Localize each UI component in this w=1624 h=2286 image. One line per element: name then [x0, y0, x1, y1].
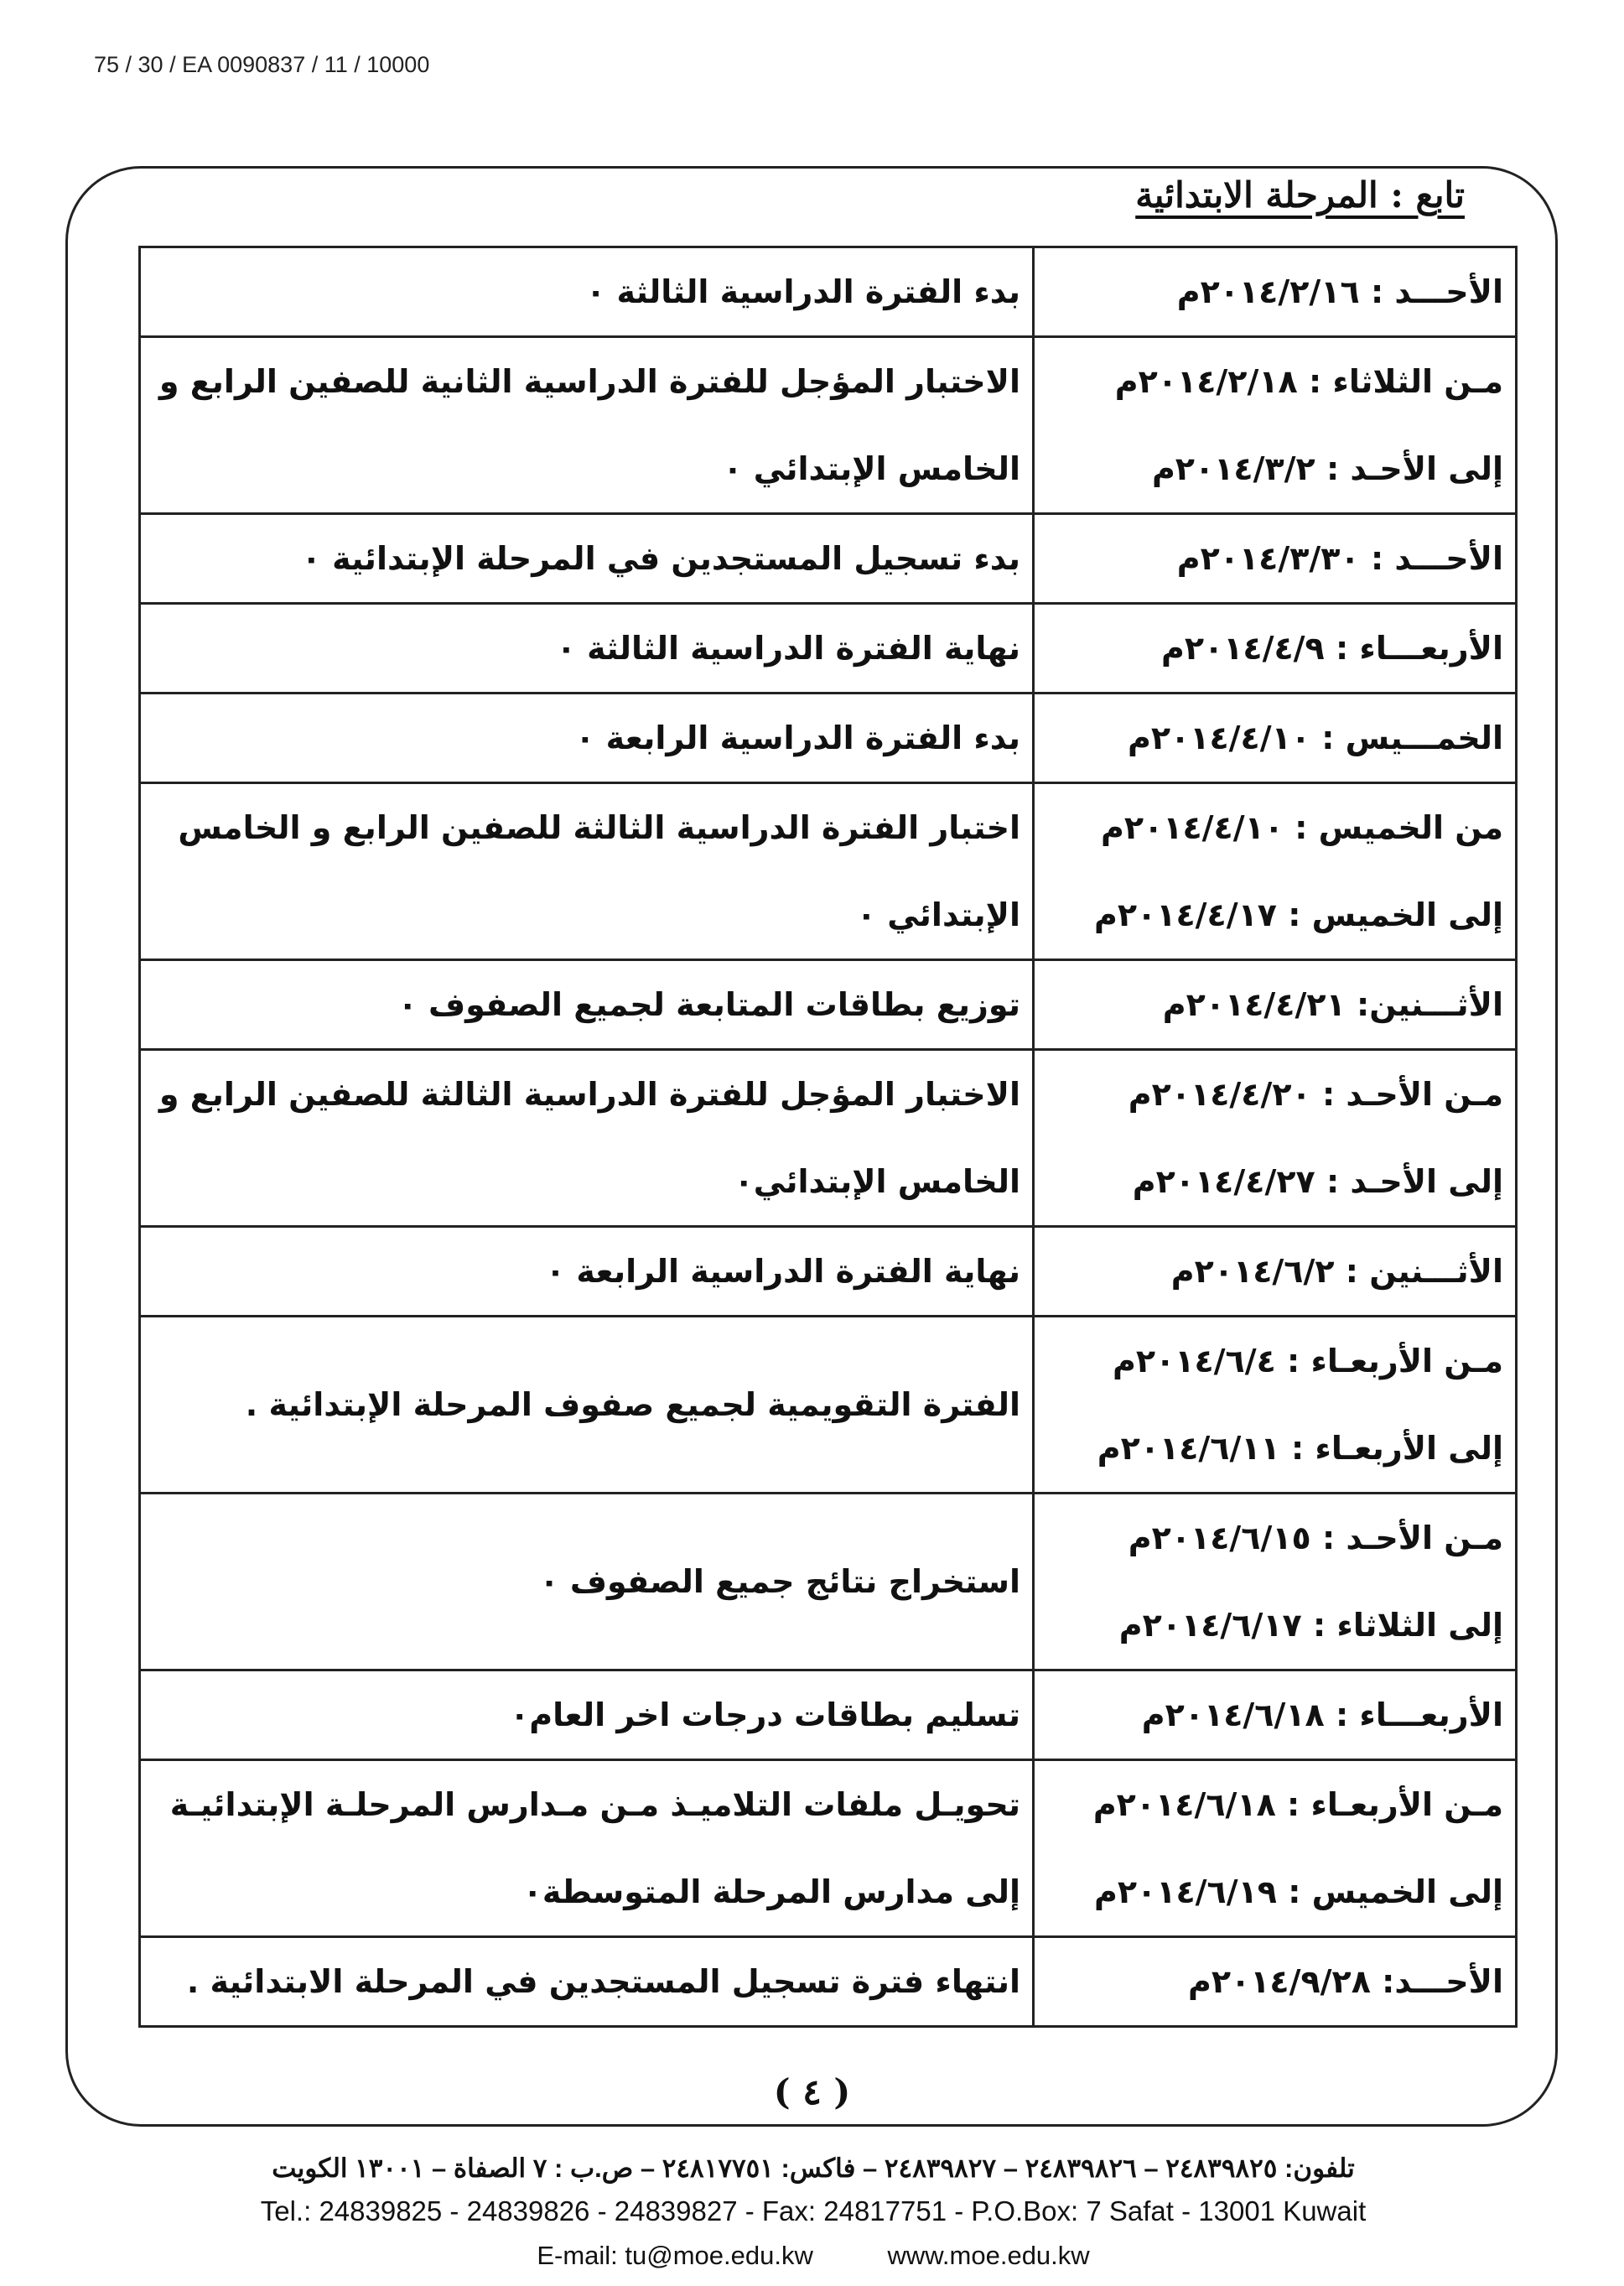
date-value: ٢٠١٤/٤/٩م [1160, 630, 1325, 667]
date-line [1046, 1938, 1503, 2025]
date-cell [1034, 1760, 1517, 1937]
footer-email: E-mail: tu@moe.edu.kw [537, 2241, 813, 2270]
page-number: ( ٤ ) [773, 2071, 851, 2112]
day-label: إلى الثلاثاء : [1312, 1607, 1503, 1644]
day-label: من الخميس : [1295, 809, 1503, 846]
schedule-row [140, 1050, 1517, 1227]
day-label: إلى الأربعـاء : [1291, 1430, 1503, 1467]
date-cell [1034, 514, 1517, 604]
schedule-row [140, 960, 1517, 1050]
event-cell: استخراج نتائج جميع الصفوف ٠ [140, 1494, 1034, 1670]
reference-number: 75 / 30 / EA 0090837 / 11 / 10000 [94, 52, 430, 77]
date-value: ٢٠١٤/٢/١٦م [1176, 273, 1360, 310]
day-label: الأربعـــاء : [1335, 630, 1503, 667]
date-line [1046, 248, 1503, 335]
footer-english-contacts: Tel.: 24839825 - 24839826 - 24839827 - Fax: 24817751 - P.O.Box: 7 Safat - 13001 Kuwait [260, 2195, 1367, 2226]
date-value: ٢٠١٤/٤/١٧م [1094, 896, 1277, 933]
date-cell [1034, 337, 1517, 514]
schedule-row [140, 514, 1517, 604]
date-value: ٢٠١٤/٦/١٨م [1141, 1696, 1325, 1733]
date-cell [1034, 694, 1517, 783]
day-label: الخمـــيس : [1321, 720, 1503, 756]
day-label: مـن الأحـد : [1321, 1520, 1503, 1556]
date-value: ٢٠١٤/٤/٢٠م [1128, 1076, 1311, 1113]
date-cell [1034, 783, 1517, 960]
schedule-row [140, 1494, 1517, 1670]
schedule-row [140, 1760, 1517, 1937]
date-line [1046, 1494, 1503, 1582]
date-cell [1034, 1670, 1517, 1760]
schedule-row [140, 783, 1517, 960]
date-cell [1034, 1317, 1517, 1494]
event-cell: انتهاء فترة تسجيل المستجدين في المرحلة الابتدائية . [140, 1937, 1034, 2027]
date-cell [1034, 604, 1517, 694]
day-label: الأحـــد : [1370, 540, 1503, 577]
date-line [1046, 1228, 1503, 1315]
event-cell: تحويـل ملفات التلاميـذ مـن مـدارس المرحلـة الإبتدائيـة إلى مدارس المرحلة المتوسطة٠ [140, 1760, 1034, 1937]
event-cell: الاختبار المؤجل للفترة الدراسية الثالثة للصفين الرابع و الخامس الإبتدائي٠ [140, 1050, 1034, 1227]
date-cell [1034, 1227, 1517, 1317]
date-line [1046, 425, 1503, 512]
day-label: الأحـــد : [1370, 273, 1503, 310]
event-cell: بدء تسجيل المستجدين في المرحلة الإبتدائية ٠ [140, 514, 1034, 604]
date-value: ٢٠١٤/٤/٢٧م [1132, 1163, 1315, 1200]
date-cell [1034, 960, 1517, 1050]
event-cell: نهاية الفترة الدراسية الرابعة ٠ [140, 1227, 1034, 1317]
schedule-body [140, 247, 1517, 2027]
event-cell: بدء الفترة الدراسية الثالثة ٠ [140, 247, 1034, 337]
date-value: ٢٠١٤/٤/٢١م [1162, 986, 1346, 1023]
date-value: ٢٠١٤/٩/٢٨م [1187, 1963, 1371, 2000]
date-cell [1034, 247, 1517, 337]
section-title: تابع : المرحلة الابتدائية [1135, 174, 1465, 216]
date-value: ٢٠١٤/٦/١٧م [1118, 1607, 1302, 1644]
event-cell: الفترة التقويمية لجميع صفوف المرحلة الإبتدائية . [140, 1317, 1034, 1494]
day-label: إلى الأحـد : [1326, 1163, 1503, 1200]
date-cell [1034, 1050, 1517, 1227]
date-value: ٢٠١٤/٦/١٩م [1094, 1873, 1277, 1910]
event-cell: الاختبار المؤجل للفترة الدراسية الثانية للصفين الرابع و الخامس الإبتدائي ٠ [140, 337, 1034, 514]
day-label: الأثـــنين: [1357, 986, 1503, 1023]
event-cell: توزيع بطاقات المتابعة لجميع الصفوف ٠ [140, 960, 1034, 1050]
date-cell [1034, 1937, 1517, 2027]
date-value: ٢٠١٤/٢/١٨م [1114, 363, 1298, 400]
day-label: إلى الخميس : [1288, 1873, 1503, 1910]
date-line [1046, 1761, 1503, 1848]
date-value: ٢٠١٤/٦/١١م [1097, 1430, 1280, 1467]
date-line [1046, 1848, 1503, 1935]
day-label: إلى الخميس : [1288, 896, 1503, 933]
date-line [1046, 1671, 1503, 1759]
date-value: ٢٠١٤/٦/٤م [1113, 1343, 1276, 1379]
day-label: مـن الأحـد : [1321, 1076, 1503, 1113]
date-value: ٢٠١٤/٦/١٨م [1092, 1786, 1276, 1823]
footer-arabic-contacts: تلفون: ٢٤٨٣٩٨٢٥ – ٢٤٨٣٩٨٢٦ – ٢٤٨٣٩٨٢٧ – فاكس: ٢٤٨١٧٧٥١ – ص.ب : ٧ الصفاة – ١٣٠٠١ الكويت [272, 2154, 1355, 2183]
date-line [1046, 1138, 1503, 1225]
date-line [1046, 1582, 1503, 1669]
date-line [1046, 961, 1503, 1048]
date-line [1046, 515, 1503, 602]
event-cell: نهاية الفترة الدراسية الثالثة ٠ [140, 604, 1034, 694]
day-label: مـن الأربعـاء : [1287, 1343, 1503, 1379]
event-cell: تسليم بطاقات درجات اخر العام٠ [140, 1670, 1034, 1760]
day-label: مـن الثلاثاء : [1309, 363, 1503, 400]
date-value: ٢٠١٤/٣/٢م [1151, 450, 1315, 487]
schedule-row [140, 604, 1517, 694]
schedule-row [140, 337, 1517, 514]
schedule-row [140, 1317, 1517, 1494]
event-cell: بدء الفترة الدراسية الرابعة ٠ [140, 694, 1034, 783]
event-cell: اختبار الفترة الدراسية الثالثة للصفين الرابع و الخامس الإبتدائي ٠ [140, 783, 1034, 960]
date-line [1046, 871, 1503, 959]
date-line [1046, 338, 1503, 425]
date-line [1046, 694, 1503, 782]
schedule-row [140, 1670, 1517, 1760]
schedule-row [140, 1227, 1517, 1317]
schedule-row [140, 247, 1517, 337]
date-line [1046, 605, 1503, 692]
day-label: مـن الأربعـاء : [1287, 1786, 1503, 1823]
footer-web [168, 2241, 1459, 2271]
date-value: ٢٠١٤/٤/١٠م [1101, 809, 1284, 846]
date-value: ٢٠١٤/٦/١٥م [1128, 1520, 1311, 1556]
day-label: الأربعـــاء : [1335, 1696, 1503, 1733]
schedule-row [140, 1937, 1517, 2027]
schedule-table [138, 246, 1518, 2028]
day-label: الأحـــد: [1382, 1963, 1503, 2000]
day-label: الأثـــنين : [1345, 1253, 1503, 1290]
schedule-row [140, 694, 1517, 783]
date-line [1046, 1405, 1503, 1492]
date-line [1046, 1051, 1503, 1138]
date-value: ٢٠١٤/٦/٢م [1170, 1253, 1335, 1290]
date-value: ٢٠١٤/٤/١٠م [1128, 720, 1310, 756]
footer-website: www.moe.edu.kw [887, 2241, 1090, 2270]
day-label: إلى الأحـد : [1326, 450, 1503, 487]
date-line [1046, 1317, 1503, 1405]
date-cell [1034, 1494, 1517, 1670]
date-value: ٢٠١٤/٣/٣٠م [1176, 540, 1360, 577]
date-line [1046, 784, 1503, 871]
